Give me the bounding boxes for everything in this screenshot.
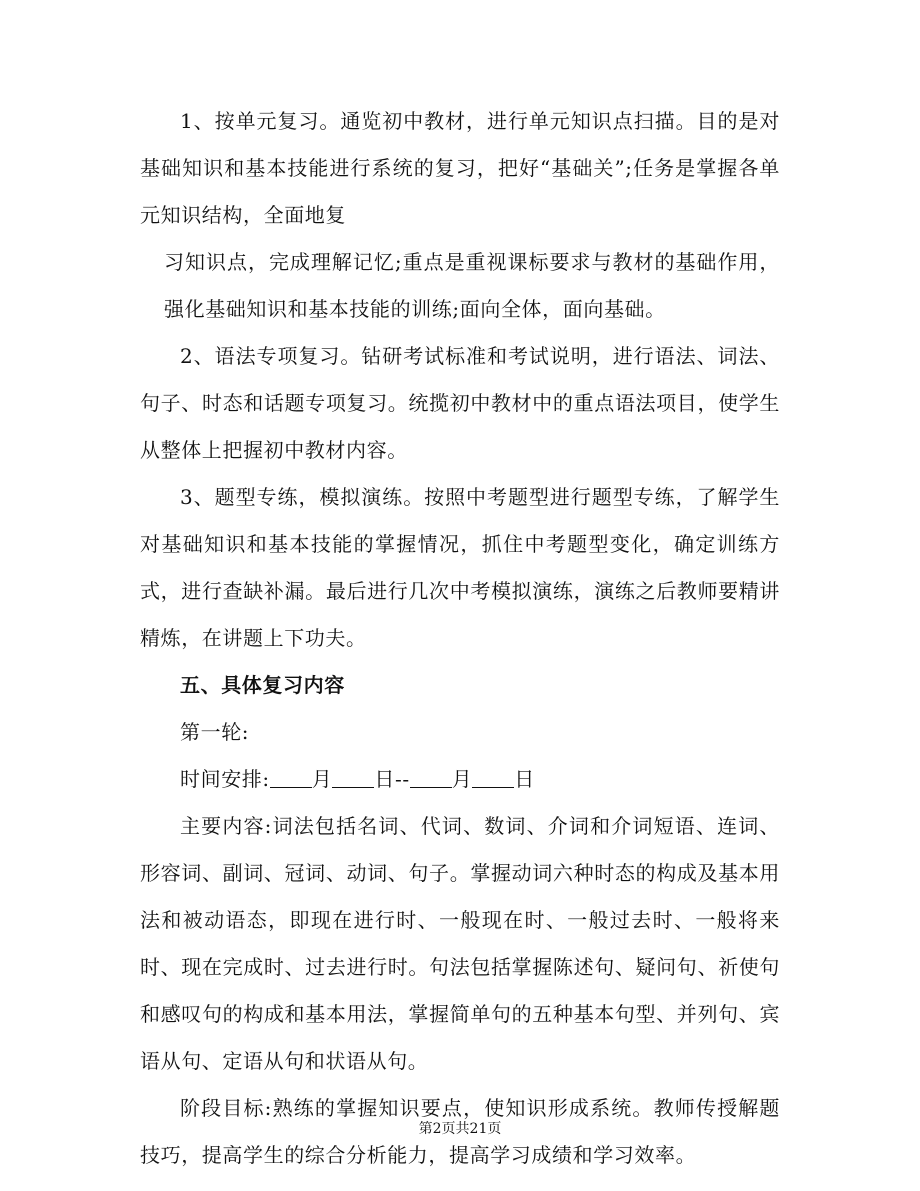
month-blank-1 (270, 767, 312, 788)
month-label-2: 月 (451, 767, 473, 791)
paragraph-question-practice: 3、题型专练，模拟演练。按照中考题型进行题型专练，了解学生对基础知识和基本技能的掌握情况，抓住中考题型变化，确定训练方式，进行查缺补漏。最后进行几次中考模拟演练，演练之后教师要精讲精炼，在讲题上下功夫。 (140, 485, 780, 650)
day-label-1: 日-- (374, 767, 410, 791)
schedule-line (140, 756, 780, 803)
section-heading: 五、具体复习内容 (180, 673, 345, 697)
document-body (140, 98, 780, 1179)
day-blank-2 (472, 767, 514, 788)
round-label: 第一轮: (180, 720, 250, 744)
day-blank-1 (332, 767, 374, 788)
paragraph-unit-review: 1、按单元复习。通览初中教材，进行单元知识点扫描。目的是对基础知识和基本技能进行系统的复习，把好“基础关”;任务是掌握各单元知识结构，全面地复 (140, 109, 780, 227)
day-label-2: 日 (514, 767, 535, 791)
month-blank-2 (410, 767, 452, 788)
month-label-1: 月 (311, 767, 333, 791)
paragraph-stage-goal: 阶段目标:熟练的掌握知识要点，使知识形成系统。教师传授解题技巧，提高学生的综合分析能力，提高学习成绩和学习效率。 (140, 1096, 780, 1167)
paragraph-main-content: 主要内容:词法包括名词、代词、数词、介词和介词短语、连词、形容词、副词、冠词、动词、句子。掌握动词六种时态的构成及基本用法和被动语态，即现在进行时、一般现在时、一般过去时、一般将来时、现在完成时、过去进行时。句法包括掌握陈述句、疑问句、祈使句和感叹句的构成和基本用法，掌握简单句的五种基本句型、并列句、宾语从句、定语从句和状语从句。 (140, 814, 780, 1073)
paragraph-unit-review-continued: 习知识点，完成理解记忆;重点是重视课标要求与教材的基础作用，强化基础知识和基本技能的训练;面向全体，面向基础。 (164, 250, 780, 321)
page-number: 第2页共21页 (418, 1121, 502, 1137)
paragraph-grammar-review: 2、语法专项复习。钻研考试标准和考试说明，进行语法、词法、句子、时态和话题专项复习。统揽初中教材中的重点语法项目，使学生从整体上把握初中教材内容。 (140, 344, 780, 462)
schedule-label: 时间安排: (180, 767, 270, 791)
